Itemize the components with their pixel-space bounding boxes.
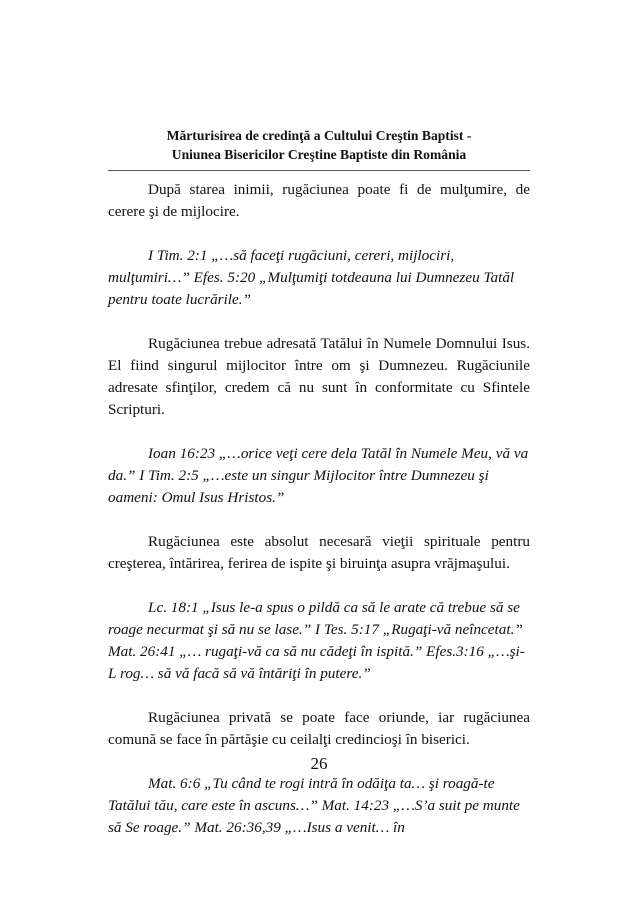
paragraph-prayer-types: După starea inimii, rugăciunea poate fi de mulţumire, de cerere şi de mijlocire. xyxy=(108,181,530,220)
header-title-line1: Mărturisirea de credinţă a Cultului Creştin Baptist - xyxy=(166,128,472,143)
scripture-quote-tim-efes: I Tim. 2:1 „…să faceţi rugăciuni, cereri, mijlociri, mulţumiri…” Efes. 5:20 „Mulţumiţi totdeauna lui Dumnezeu Tatăl pentru toate lucrările.” xyxy=(108,247,515,308)
paragraph-prayer-necessary: Rugăciunea este absolut necesară vieţii spirituale pentru creşterea, întărirea, ferirea de ispite şi biruinţa asupra vrăjmaşului. xyxy=(108,533,530,572)
page-number: 26 xyxy=(310,754,328,773)
header-divider xyxy=(108,170,530,171)
scripture-quote-lc-tes-mat-efes: Lc. 18:1 „Isus le-a spus o pildă ca să le arate că trebue să se roage necurmat şi să nu se lase.” I Tes. 5:17 „Rugaţi-vă neîncetat.” Mat. 26:41 „… rugaţi-vă ca să nu cădeţi în ispită.” Efes.3:16 „…şi-L rog… să vă facă să vă întăriţi în putere.” xyxy=(108,599,525,682)
paragraph-prayer-private-common: Rugăciunea privată se poate face oriunde, iar rugăciunea comună se face în părtăşie cu ceilalţi credincioşi în biserici. xyxy=(108,709,530,748)
header-title-line2: Uniunea Bisericilor Creştine Baptiste din România xyxy=(171,147,467,162)
running-header xyxy=(108,126,530,164)
paragraph-prayer-addressed: Rugăciunea trebue adresată Tatălui în Numele Domnului Isus. El fiind singurul mijlocitor între om şi Dumnezeu. Rugăciunile adresate sfinţilor, credem că nu sunt în conformitate cu Sfintele Scripturi. xyxy=(108,335,530,418)
scripture-quote-mat: Mat. 6:6 „Tu când te rogi intră în odăiţa ta… şi roagă-te Tatălui tău, care este în ascuns…” Mat. 14:23 „…S’a suit pe munte să Se roage.” Mat. 26:36,39 „…Isus a venit… în xyxy=(108,775,520,836)
scripture-quote-ioan-tim: Ioan 16:23 „…orice veţi cere dela Tatăl în Numele Meu, vă va da.” I Tim. 2:5 „…este un singur Mijlocitor între Dumnezeu şi oameni: Omul Isus Hristos.” xyxy=(108,445,529,506)
